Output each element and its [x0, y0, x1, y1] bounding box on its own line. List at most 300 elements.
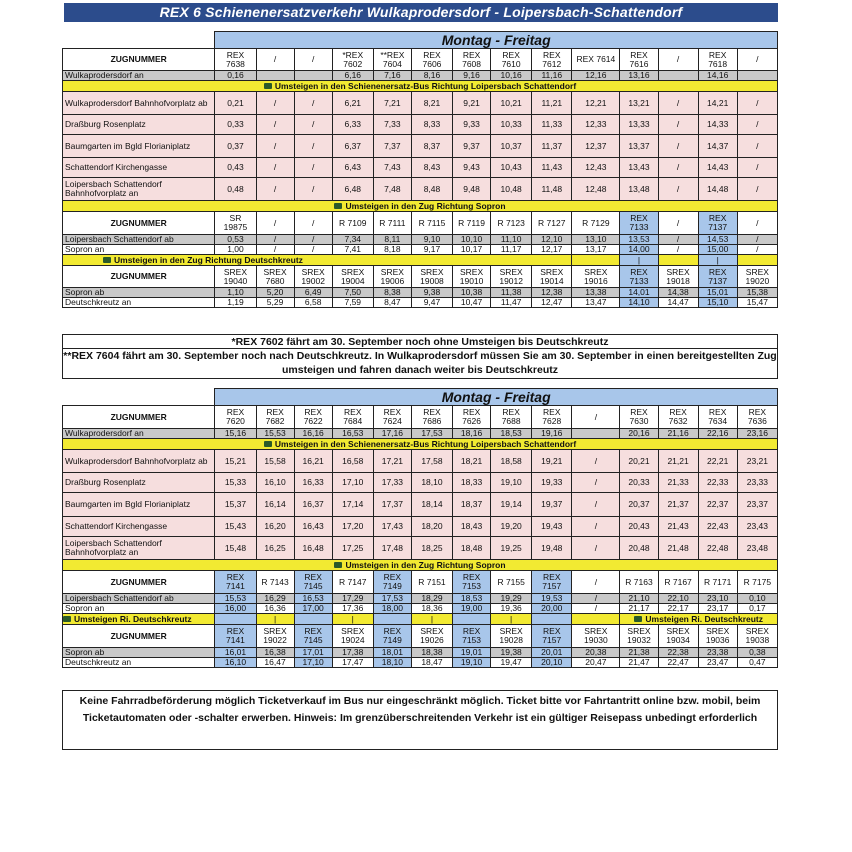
train-number-cell [620, 49, 658, 71]
transfer-band-text [63, 560, 778, 571]
train-id: 7618 [708, 58, 728, 69]
train-id: 7616 [629, 58, 649, 69]
train-number-cell [256, 625, 294, 648]
time-cell: 10,21 [491, 92, 532, 115]
time-cell: 16,53 [332, 429, 373, 439]
arrival-row [63, 604, 778, 614]
connector-cell: | [698, 255, 737, 266]
time-cell: 16,01 [215, 648, 256, 658]
train-type: REX [226, 572, 245, 582]
train-number-cell [491, 266, 532, 288]
time-cell: 16,29 [256, 594, 294, 604]
station-label: Wulkaprodersdorf Bahnhofvorplatz ab [63, 450, 215, 473]
train-number-cell [294, 212, 332, 235]
time-cell: 23,10 [698, 594, 737, 604]
train-number-cell [698, 212, 737, 235]
time-cell: / [294, 135, 332, 158]
time-cell: 16,16 [294, 429, 332, 439]
time-cell: 12,21 [572, 92, 620, 115]
time-cell: 23,43 [737, 517, 777, 537]
time-cell: 5,29 [256, 298, 294, 308]
time-cell: 10,48 [491, 178, 532, 201]
time-cell: 0,47 [737, 658, 777, 668]
train-id: 19022 [263, 635, 287, 645]
train-number-cell [620, 212, 658, 235]
time-cell: 15,58 [256, 450, 294, 473]
time-cell: 15,37 [215, 493, 256, 517]
time-cell: 11,16 [532, 71, 572, 81]
time-cell: 19,20 [491, 517, 532, 537]
train-id: 19034 [666, 635, 690, 645]
train-number-cell [572, 49, 620, 71]
train-icon [634, 616, 642, 622]
time-cell: 10,17 [453, 245, 491, 255]
time-cell: 9,17 [411, 245, 452, 255]
train-type: SREX [459, 266, 484, 277]
time-cell [737, 71, 777, 81]
time-cell: 15,53 [256, 429, 294, 439]
time-cell: 18,10 [373, 658, 411, 668]
train-type: REX [226, 407, 245, 417]
time-cell: 19,37 [532, 493, 572, 517]
station-label: Wulkaprodersdorf an [63, 71, 215, 81]
footnote-rex-7602: *REX 7602 fährt am 30. September noch ohne Umsteigen bis Deutschkreutz [62, 334, 778, 350]
zugnummer-label: ZUGNUMMER [63, 406, 215, 429]
time-cell: 8,37 [411, 135, 452, 158]
time-cell: 16,48 [294, 537, 332, 560]
connector-cell: | [411, 614, 452, 625]
time-cell: 14,01 [620, 288, 658, 298]
train-number-cell [491, 212, 532, 235]
station-label: Baumgarten im Bgld Florianiplatz [63, 493, 215, 517]
time-cell: 20,21 [620, 450, 658, 473]
train-number-cell [698, 571, 737, 594]
time-cell: 19,16 [532, 429, 572, 439]
time-cell: 16,33 [294, 473, 332, 493]
train-id: 7149 [382, 635, 402, 645]
station-label: Sopron ab [63, 648, 215, 658]
time-cell: / [256, 135, 294, 158]
time-cell: 6,37 [332, 135, 373, 158]
time-cell: 10,38 [453, 288, 491, 298]
train-type: / [311, 54, 315, 64]
time-cell: 9,33 [453, 115, 491, 135]
train-icon [334, 562, 342, 568]
time-cell: 15,47 [737, 298, 777, 308]
train-type: REX [630, 266, 648, 277]
time-cell: 18,25 [411, 537, 452, 560]
train-type: REX [226, 49, 245, 60]
bus-stop-row [63, 517, 778, 537]
time-cell: 17,10 [332, 473, 373, 493]
time-cell: / [572, 604, 620, 614]
footnote-rex-7604: **REX 7604 fährt am 30. September noch nach Deutschkreutz. In Wulkaprodersdorf müssen Sie am 30. September in einen bereitgestellten Zug umsteigen und fahren danach weiter bis Deutschkreutz [62, 348, 778, 379]
time-cell: 17,53 [373, 594, 411, 604]
time-cell: 16,37 [294, 493, 332, 517]
connector-cell [294, 614, 332, 625]
time-cell: 8,48 [411, 178, 452, 201]
time-cell: 19,43 [532, 517, 572, 537]
time-cell: 10,10 [453, 235, 491, 245]
train-type: / [594, 576, 598, 587]
train-number-cell [332, 571, 373, 594]
bus-stop-row [63, 473, 778, 493]
train-type: R 7175 [743, 576, 772, 587]
transfer-band-label: Umsteigen in den Zug Richtung Sopron [345, 200, 506, 211]
time-cell: 22,33 [698, 473, 737, 493]
time-cell: 18,58 [491, 450, 532, 473]
transfer-band-label: Umsteigen in den Schienenersatz-Bus Richtung Loipersbach Schattendorf [274, 80, 577, 91]
train-id: 19012 [499, 275, 523, 286]
time-cell: 18,20 [411, 517, 452, 537]
train-type: SREX [420, 266, 444, 277]
time-cell: 0,43 [215, 158, 256, 178]
bus-stop-row [63, 92, 778, 115]
train-type: REX [266, 407, 284, 417]
train-id: 7634 [708, 416, 728, 426]
time-cell: 19,10 [453, 658, 491, 668]
time-cell: 20,37 [620, 493, 658, 517]
train-number-cell [532, 49, 572, 71]
time-cell: 12,33 [572, 115, 620, 135]
time-cell: 8,47 [373, 298, 411, 308]
time-cell: 18,48 [453, 537, 491, 560]
train-number-cell [658, 49, 698, 71]
time-cell: 16,25 [256, 537, 294, 560]
station-label: Loipersbach Schattendorf ab [63, 235, 215, 245]
train-type: R 7123 [497, 217, 525, 228]
train-id: 7622 [303, 416, 323, 426]
bus-stop-row [63, 158, 778, 178]
train-number-cell [411, 571, 452, 594]
train-type: / [676, 217, 680, 228]
time-cell: 9,48 [453, 178, 491, 201]
time-cell: 21,33 [658, 473, 698, 493]
connector-cell [373, 614, 411, 625]
station-label: Wulkaprodersdorf an [63, 429, 215, 439]
time-cell: 23,16 [737, 429, 777, 439]
time-cell: 17,10 [294, 658, 332, 668]
zugnummer-label: ZUGNUMMER [63, 212, 215, 235]
time-cell: 16,14 [256, 493, 294, 517]
train-type: SREX [745, 626, 769, 636]
train-type: REX [708, 407, 727, 417]
train-type: SREX [666, 266, 690, 277]
transfer-band [63, 255, 778, 266]
train-type: REX [708, 49, 727, 60]
train-id: 7137 [708, 275, 728, 286]
transfer-band-text [63, 439, 778, 450]
train-id: 7612 [542, 58, 562, 69]
train-type: R 7163 [625, 576, 653, 587]
time-cell: 7,50 [332, 288, 373, 298]
time-cell: 11,33 [532, 115, 572, 135]
train-id: 19018 [666, 275, 690, 286]
train-id: 7145 [303, 581, 323, 591]
train-id: 19006 [380, 275, 405, 286]
bus-stop-row [63, 135, 778, 158]
time-cell: 14,37 [698, 135, 737, 158]
time-cell: 13,37 [620, 135, 658, 158]
train-id: 7638 [226, 58, 245, 69]
train-id: 7684 [343, 416, 363, 426]
train-number-cell [256, 571, 294, 594]
time-cell: 18,38 [411, 648, 452, 658]
train-number-cell [294, 266, 332, 288]
time-cell: 19,00 [453, 604, 491, 614]
bus-stop-row [63, 493, 778, 517]
time-cell: / [256, 235, 294, 245]
time-cell: 14,33 [698, 115, 737, 135]
train-number-cell [572, 406, 620, 429]
time-cell: / [294, 92, 332, 115]
train-type: SREX [499, 266, 523, 277]
time-cell: 8,21 [411, 92, 452, 115]
transfer-band [63, 81, 778, 92]
time-cell: 18,53 [491, 429, 532, 439]
time-cell: 22,48 [698, 537, 737, 560]
time-cell: 14,53 [698, 235, 737, 245]
train-number-cell [737, 571, 777, 594]
time-cell: 9,43 [453, 158, 491, 178]
train-number-cell [332, 406, 373, 429]
time-cell: 20,48 [620, 537, 658, 560]
time-cell: 17,48 [373, 537, 411, 560]
time-cell: 23,17 [698, 604, 737, 614]
time-cell: / [572, 450, 620, 473]
train-type: R 7147 [339, 576, 367, 587]
time-cell: 19,48 [532, 537, 572, 560]
train-number-cell [737, 625, 777, 648]
time-cell: 12,38 [532, 288, 572, 298]
train-id: 7149 [382, 581, 402, 591]
time-cell: 15,48 [215, 537, 256, 560]
time-cell: / [737, 245, 777, 255]
time-cell: 0,17 [737, 604, 777, 614]
time-cell: 0,53 [215, 235, 256, 245]
train-type: SREX [540, 266, 564, 277]
days-header-row [63, 32, 778, 49]
time-cell: 12,37 [572, 135, 620, 158]
zugnummer-label: ZUGNUMMER [63, 49, 215, 71]
time-cell: 7,41 [332, 245, 373, 255]
train-id: 19875 [223, 222, 248, 232]
train-number-row [63, 212, 778, 235]
train-number-row [63, 406, 778, 429]
train-type: REX [383, 626, 402, 636]
time-cell: 18,33 [453, 473, 491, 493]
train-type: SREX [341, 626, 365, 636]
train-number-cell [698, 406, 737, 429]
time-cell: 12,17 [532, 245, 572, 255]
zugnummer-label: ZUGNUMMER [63, 266, 215, 288]
train-type: REX [543, 407, 561, 417]
train-type: REX [423, 407, 441, 417]
time-cell: 0,10 [737, 594, 777, 604]
time-cell: 17,36 [332, 604, 373, 614]
time-cell: 11,38 [491, 288, 532, 298]
train-type: SREX [627, 626, 651, 636]
time-cell: / [658, 92, 698, 115]
time-cell: 18,21 [453, 450, 491, 473]
train-type: SREX [499, 626, 523, 636]
train-number-cell [532, 625, 572, 648]
train-number-cell [532, 212, 572, 235]
time-cell: / [658, 235, 698, 245]
time-cell: / [737, 158, 777, 178]
time-cell: 8,18 [373, 245, 411, 255]
time-cell: 17,47 [332, 658, 373, 668]
transfer-band [63, 439, 778, 450]
time-cell: 21,48 [658, 537, 698, 560]
time-cell [658, 71, 698, 81]
connector-cell [737, 255, 777, 266]
train-id: 19024 [340, 635, 365, 645]
time-cell: / [256, 158, 294, 178]
time-cell: 7,16 [373, 71, 411, 81]
train-number-cell [658, 212, 698, 235]
time-cell: 22,21 [698, 450, 737, 473]
train-id: 7141 [226, 635, 245, 645]
train-id: 7604 [382, 58, 402, 69]
time-cell: 18,36 [411, 604, 452, 614]
time-cell: 9,10 [411, 235, 452, 245]
time-cell: 20,43 [620, 517, 658, 537]
train-type: SREX [263, 266, 287, 277]
train-type: REX [708, 213, 727, 223]
time-cell: 22,10 [658, 594, 698, 604]
train-id: 7636 [747, 416, 767, 426]
train-number-cell [698, 625, 737, 648]
train-type: REX [462, 626, 481, 636]
train-type: R 7127 [538, 217, 566, 228]
train-type: SREX [380, 266, 404, 277]
time-cell: 17,00 [294, 604, 332, 614]
time-cell: 23,37 [737, 493, 777, 517]
time-cell: / [294, 245, 332, 255]
time-cell: 23,38 [698, 648, 737, 658]
arrival-row [63, 429, 778, 439]
train-number-cell [532, 571, 572, 594]
train-number-cell [491, 406, 532, 429]
time-cell: 20,00 [532, 604, 572, 614]
train-type: R 7171 [703, 576, 732, 587]
time-cell: 9,47 [411, 298, 452, 308]
time-cell: 19,38 [491, 648, 532, 658]
train-number-cell [373, 266, 411, 288]
time-cell: 6,58 [294, 298, 332, 308]
train-number-cell [215, 212, 256, 235]
time-cell: 12,43 [572, 158, 620, 178]
train-type: REX [708, 266, 727, 277]
time-cell: 13,10 [572, 235, 620, 245]
time-cell: 20,16 [620, 429, 658, 439]
time-cell: 18,14 [411, 493, 452, 517]
transfer-band-left [63, 614, 215, 625]
time-cell: 22,47 [658, 658, 698, 668]
train-type: REX [630, 407, 648, 417]
train-id: 19004 [340, 275, 365, 286]
train-id: 19010 [459, 275, 484, 286]
train-type: / [676, 54, 680, 64]
time-cell: 5,20 [256, 288, 294, 298]
time-cell: 21,37 [658, 493, 698, 517]
time-cell: / [294, 115, 332, 135]
departure-row [63, 648, 778, 658]
train-type: / [756, 217, 759, 228]
time-cell: 8,38 [373, 288, 411, 298]
train-type: REX [304, 407, 322, 417]
time-cell: 13,43 [620, 158, 658, 178]
train-number-cell [332, 49, 373, 71]
time-cell: 0,48 [215, 178, 256, 201]
days-header: Montag - Freitag [215, 389, 778, 406]
time-cell: 19,33 [532, 473, 572, 493]
train-type: REX [502, 407, 520, 417]
train-type: SREX [420, 626, 444, 636]
train-number-cell [256, 406, 294, 429]
time-cell: 14,16 [698, 71, 737, 81]
time-cell: 7,37 [373, 135, 411, 158]
train-number-cell [373, 571, 411, 594]
train-id: 7620 [226, 416, 245, 426]
train-id: 19016 [584, 275, 608, 286]
time-cell: 21,21 [658, 450, 698, 473]
time-cell: / [658, 245, 698, 255]
train-type: / [273, 217, 277, 228]
train-type: R 7167 [664, 576, 692, 587]
time-cell: 0,21 [215, 92, 256, 115]
station-label: Schattendorf Kirchengasse [63, 158, 215, 178]
train-id: 19030 [584, 635, 608, 645]
station-label: Sopron an [63, 604, 215, 614]
time-cell: 13,17 [572, 245, 620, 255]
train-number-row [63, 625, 778, 648]
time-cell: 18,47 [411, 658, 452, 668]
time-cell: 17,25 [332, 537, 373, 560]
train-number-cell [737, 212, 777, 235]
time-cell: 18,16 [453, 429, 491, 439]
time-cell: / [256, 245, 294, 255]
train-number-cell [620, 266, 658, 288]
train-id: 7610 [501, 58, 521, 69]
train-type: REX [630, 213, 648, 223]
time-cell: 15,38 [737, 288, 777, 298]
train-number-row [63, 49, 778, 71]
train-number-cell [453, 406, 491, 429]
time-cell: 22,43 [698, 517, 737, 537]
connector-cell [658, 255, 698, 266]
train-number-cell [294, 571, 332, 594]
time-cell: 21,47 [620, 658, 658, 668]
connector-cell: | [332, 614, 373, 625]
header-blank [63, 32, 215, 49]
time-cell: / [256, 92, 294, 115]
time-cell: 8,43 [411, 158, 452, 178]
time-cell: / [737, 235, 777, 245]
train-type: SREX [584, 626, 608, 636]
time-cell: 10,37 [491, 135, 532, 158]
train-type: R 7129 [582, 217, 610, 228]
bus-icon [264, 83, 272, 89]
train-number-cell [453, 212, 491, 235]
time-cell: 11,21 [532, 92, 572, 115]
train-number-cell [658, 625, 698, 648]
time-cell: 16,43 [294, 517, 332, 537]
time-cell: 15,16 [215, 429, 256, 439]
train-type: REX [344, 407, 362, 417]
train-number-cell [215, 571, 256, 594]
